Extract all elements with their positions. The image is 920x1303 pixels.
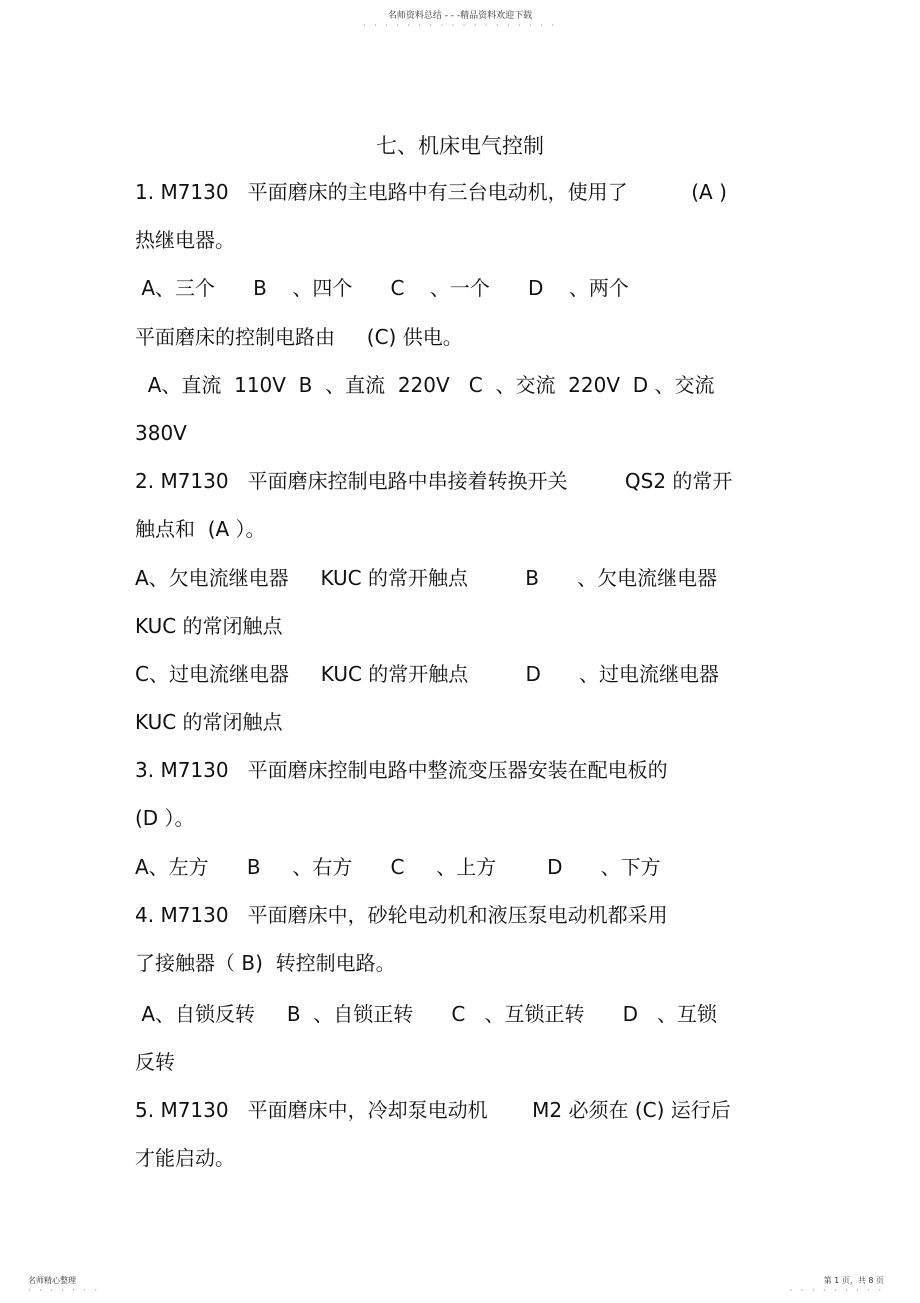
text-line: A、三个 B 、四个 C 、一个 D 、两个	[135, 276, 629, 300]
document-title: 七、机床电气控制	[376, 134, 544, 158]
footer-right	[790, 1275, 884, 1295]
footer-left	[28, 1275, 100, 1295]
text-line: 热继电器。	[135, 228, 235, 252]
text-line: A、欠电流继电器 KUC 的常开触点 B 、欠电流继电器	[135, 566, 718, 590]
text-line: C、过电流继电器 KUC 的常开触点 D 、过电流继电器	[135, 662, 720, 686]
text-line: 1. M7130 平面磨床的主电路中有三台电动机，使用了 (A )	[135, 180, 727, 204]
footer-left-dots: · · · · · · ·	[28, 1286, 101, 1295]
text-line: A、自锁反转 B 、自锁正转 C 、互锁正转 D 、互锁	[135, 1002, 718, 1026]
text-line: A、左方 B 、右方 C 、上方 D 、下方	[135, 855, 661, 879]
text-line: 了接触器（ B) 转控制电路。	[135, 951, 396, 975]
text-line: (D ）。	[135, 806, 195, 830]
text-line: 3. M7130 平面磨床控制电路中整流变压器安装在配电板的	[135, 758, 668, 782]
text-line: 5. M7130 平面磨床中，冷却泵电动机 M2 必须在 (C) 运行后	[135, 1098, 731, 1122]
text-line: 4. M7130 平面磨床中，砂轮电动机和液压泵电动机都采用	[135, 903, 668, 927]
header-dots: · · · · · · · · · · · · · · · · · ·	[362, 21, 557, 30]
text-line: 380V	[135, 421, 187, 445]
footer-left-text: 名师精心整理	[28, 1276, 76, 1285]
text-line: 反转	[135, 1050, 175, 1074]
footer-right-dots: · · · · · · · · ·	[789, 1286, 884, 1295]
text-line: A、直流 110V B 、直流 220V C 、交流 220V D 、交流	[135, 373, 715, 397]
text-line: 平面磨床的控制电路由 (C) 供电。	[135, 325, 463, 349]
page-number: 第 1 页，共 8 页	[823, 1276, 884, 1285]
text-line: 2. M7130 平面磨床控制电路中串接着转换开关 QS2 的常开	[135, 469, 733, 493]
text-line: KUC 的常闭触点	[135, 614, 283, 638]
header-text: 名师资料总结 - - -精品资料欢迎下载	[387, 11, 533, 21]
text-line: KUC 的常闭触点	[135, 710, 283, 734]
page-header	[0, 8, 920, 30]
text-line: 触点和 (A ）。	[135, 517, 266, 541]
text-line: 才能启动。	[135, 1146, 235, 1170]
